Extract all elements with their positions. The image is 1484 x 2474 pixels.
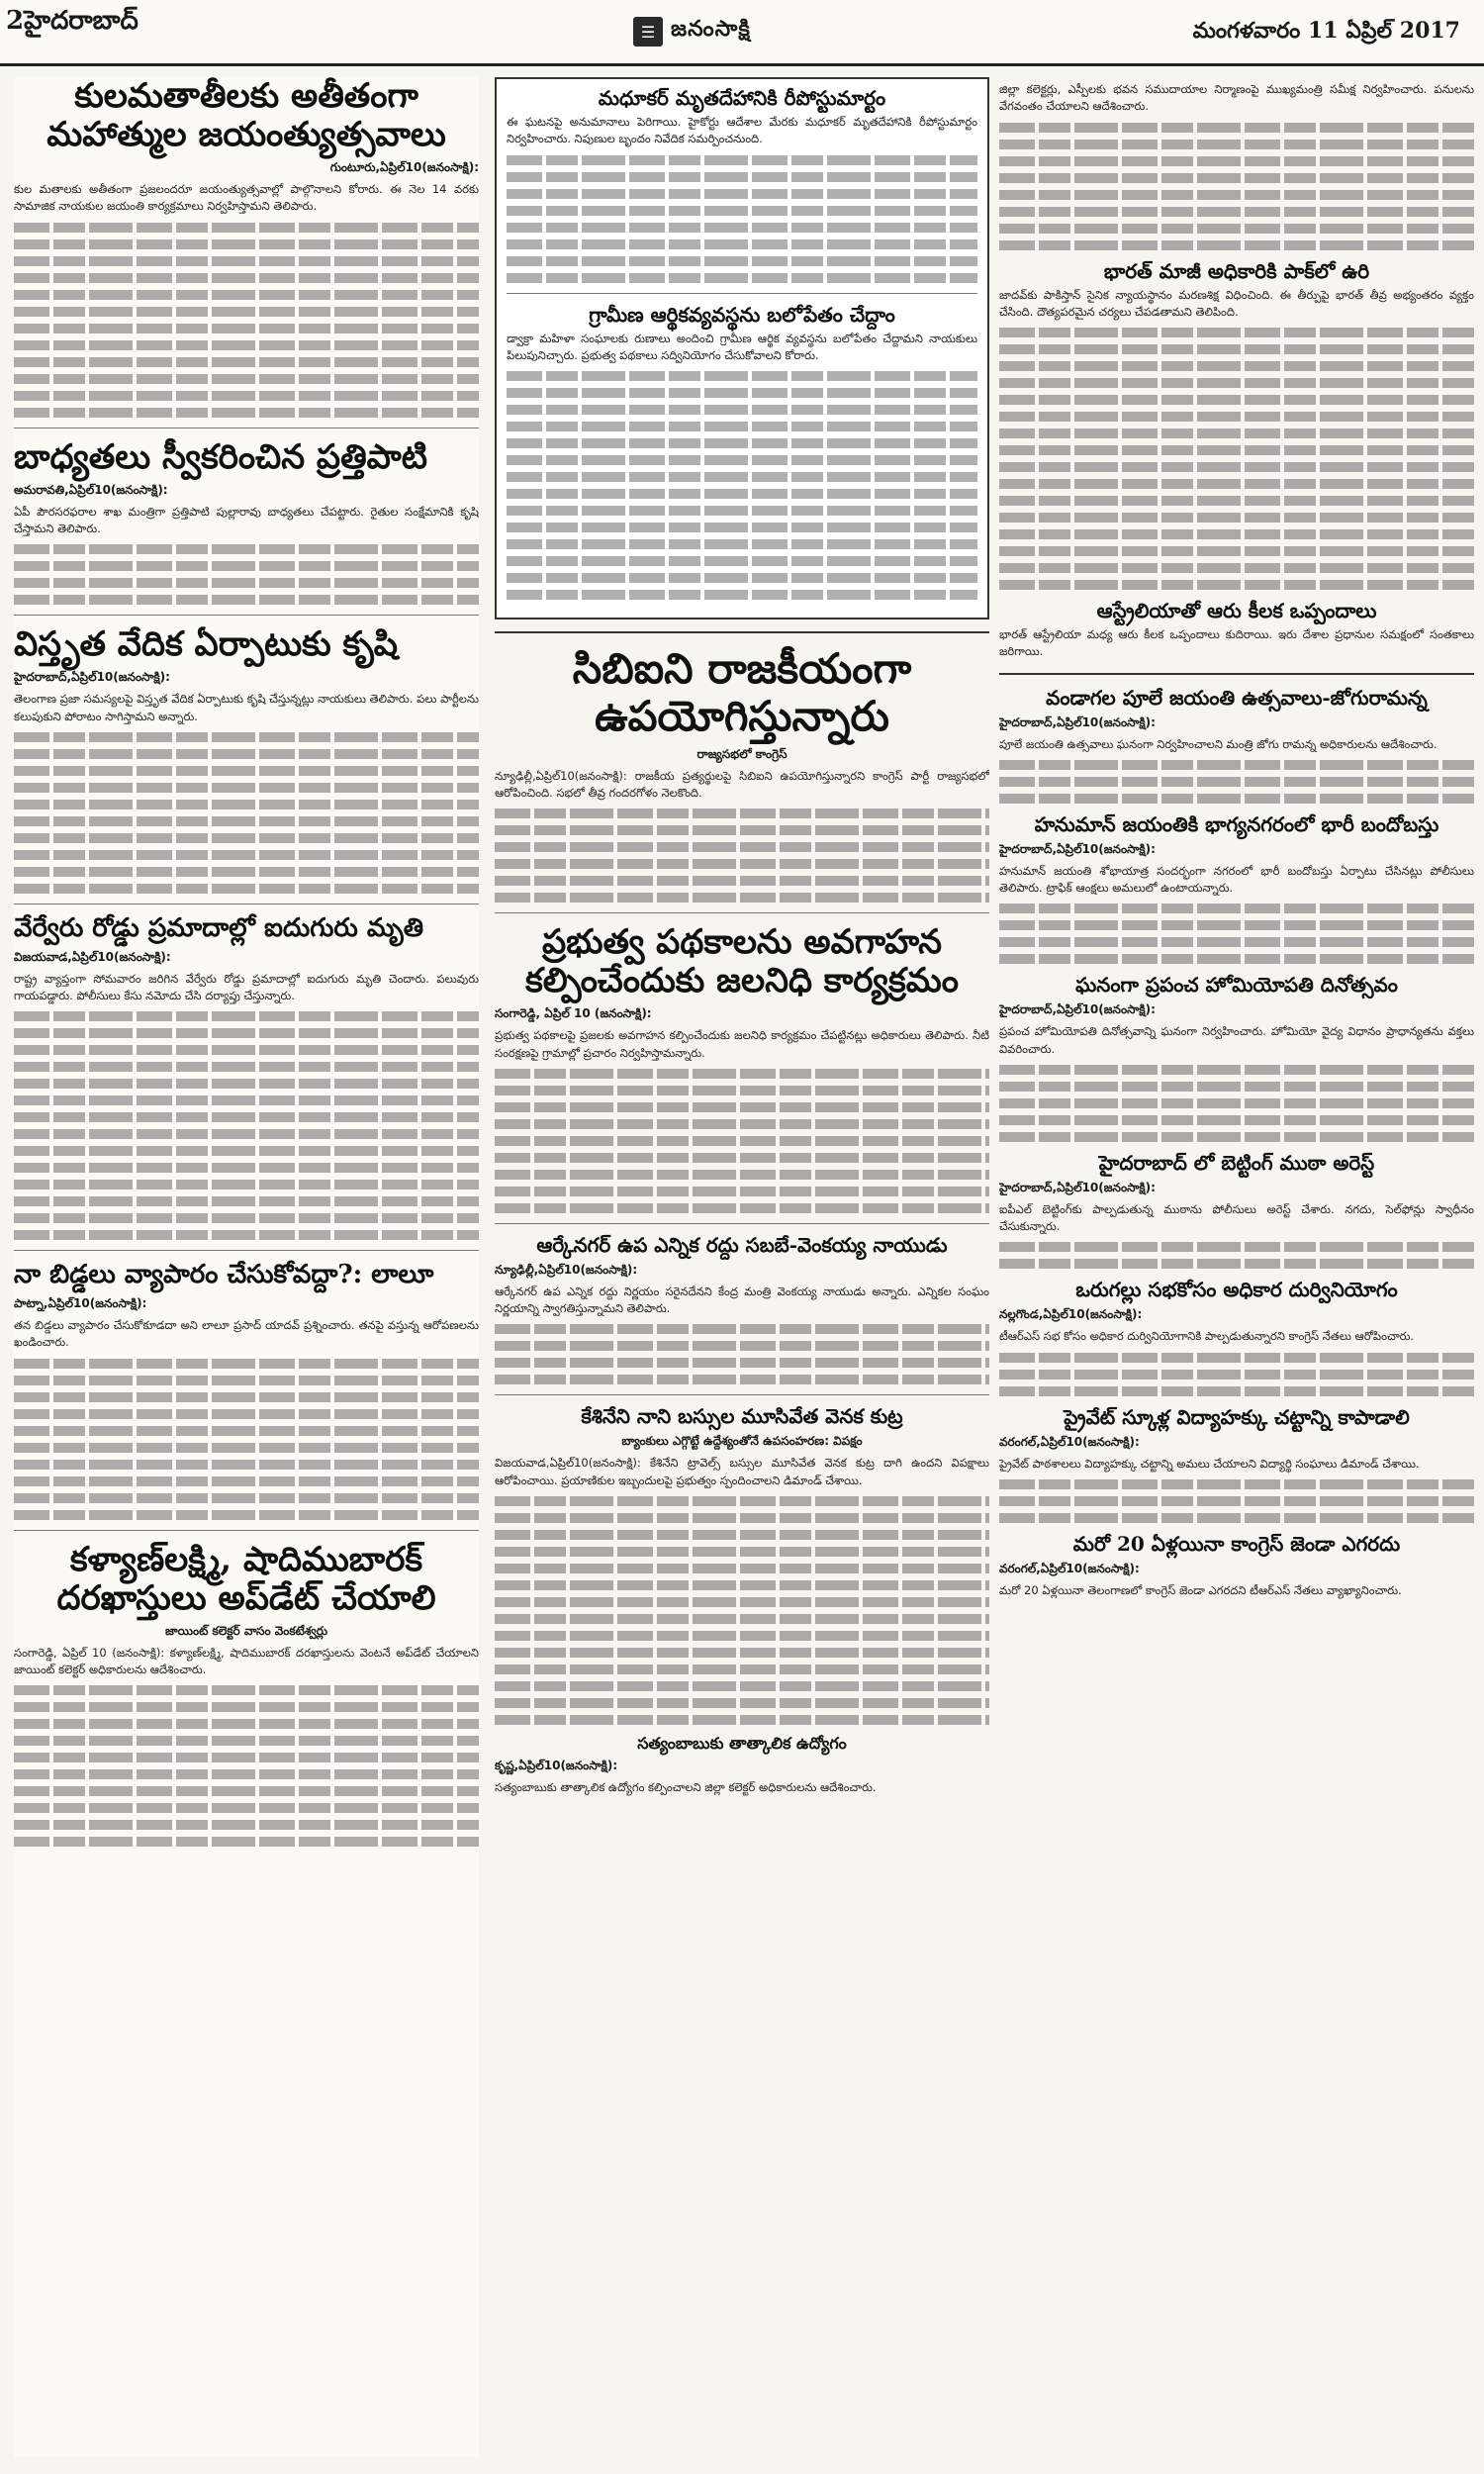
headline: ప్రైవేట్ స్కూళ్ల విద్యాహక్కు చట్టాన్ని కాపాడాలి (1064, 1404, 1410, 1429)
headline: ఆర్కేనగర్ ఉప ఎన్నిక రద్దు సబబే-వెంకయ్య నాయుడు (536, 1232, 948, 1257)
article-body: ప్రైవేట్ పాఠశాలలు విద్యాహక్కు చట్టాన్ని అమలు చేయాలని విద్యార్థి సంఘాలు డిమాండ్ చేశాయి. (999, 1456, 1420, 1471)
masthead (0, 0, 1484, 66)
headline: గ్రామీణ ఆర్థికవ్యవస్థను బలోపేతం చేద్దాం (589, 302, 895, 327)
byline: హైదరాబాద్,ఏప్రిల్10(జనంసాక్షి): (999, 1002, 1156, 1017)
headline: ఘనంగా ప్రపంచ హోమియోపతి దినోత్సవం (1075, 973, 1398, 998)
headline: కళ్యాణ్‌లక్ష్మి, షాదిముబారక్ దరఖాస్తులు అప్‌డేట్ చేయాలి (56, 1539, 436, 1618)
story-rural-economy (507, 304, 977, 601)
story-jalanidhi (495, 923, 989, 1213)
story-rknagar (495, 1234, 989, 1385)
article-body: తెలంగాణ ప్రజా సమస్యలపై విస్తృత వేదిక ఏర్పాటుకు కృషి చేస్తున్నట్లు నాయకులు తెలిపారు. పలు పార్టీలను కలుపుకుని పోరాటం సాగిస్తామని అన్నారు. (14, 692, 479, 723)
article-body: ఈ ఘటనపై అనుమానాలు పెరిగాయి. హైకోర్టు ఆదేశాల మేరకు మధూకర్ మృతదేహానికి రీపోస్టుమార్టం నిర్వహించారు. నిపుణుల బృందం నివేదిక సమర్పించనుంది. (507, 115, 977, 146)
article-body: ఆర్కేనగర్ ఉప ఎన్నిక రద్దు నిర్ణయం సరైనదేనని కేంద్ర మంత్రి వెంకయ్య నాయుడు అన్నారు. ఎన్నికల సంఘం నిర్ణయాన్ని స్వాగతిస్తున్నామని తెలిపారు. (495, 1284, 989, 1316)
byline: హైదరాబాద్,ఏప్రిల్10(జనంసాక్షి): (999, 841, 1156, 856)
section-name: హైదరాబాద్ (24, 6, 139, 36)
headline: వండాగల పూలే జయంతి ఉత్సవాలు-జోగురామన్న (1046, 685, 1428, 710)
story-collectorate (999, 81, 1474, 250)
story-road-accidents (14, 914, 479, 1240)
byline: కృష్ణ,ఏప్రిల్10(జనంసాక్షి): (495, 1759, 618, 1773)
boxed-stories (495, 77, 989, 619)
story-phule (999, 687, 1474, 804)
byline: హైదరాబాద్,ఏప్రిల్10(జనంసాక్షి): (14, 670, 170, 685)
article-body: విజయవాడ,ఏప్రిల్10(జనంసాక్షి): కేశినేని ట్రావెల్స్ బస్సుల మూసివేత వెనక కుట్ర దాగి ఉందని విపక్షాలు ఆరోపించాయి. ప్రయాణికుల ఇబ్బందులపై ప్రభుత్వం స్పందించాలని డిమాండ్ చేశాయి. (495, 1456, 989, 1487)
byline: వరంగల్,ఏప్రిల్10(జనంసాక్షి): (999, 1434, 1140, 1449)
article-body: ఐపీఎల్ బెట్టింగ్‌కు పాల్పడుతున్న ముఠాను పోలీసులు అరెస్ట్ చేశారు. నగదు, సెల్‌ఫోన్లు స్వాధీనం చేసుకున్నారు. (999, 1201, 1474, 1233)
issue-date: మంగళవారం 11 ఏప్రిల్ 2017 (1192, 18, 1460, 44)
story-congress-flag (999, 1533, 1474, 1599)
story-orugallu (999, 1279, 1474, 1395)
story-madhukar (507, 87, 977, 283)
headline: కులమతాతీలకు అతీతంగా మహాత్ముల జయంత్యుత్సవాలు (46, 77, 446, 155)
article-body: ఏపీ పౌరసరఫరాల శాఖ మంత్రిగా ప్రత్తిపాటి పుల్లారావు బాధ్యతలు చేపట్టారు. రైతుల సంక్షేమానికి కృషి చేస్తామని తెలిపారు. (14, 504, 479, 536)
article-body: జాదవ్‌కు పాకిస్తాన్ సైనిక న్యాయస్థానం మరణశిక్ష విధించింది. ఈ తీర్పుపై భారత్ తీవ్ర అభ్యంతరం వ్యక్తం చేసింది. దౌత్యపరమైన చర్యలు చేపడతామని తెలిపింది. (999, 287, 1474, 319)
byline: విజయవాడ,ఏప్రిల్10(జనంసాక్షి): (14, 949, 171, 964)
story-jayanti (14, 77, 479, 418)
byline: హైదరాబాద్,ఏప్రిల్10(జనంసాక్షి): (999, 714, 1156, 729)
lead-headline: సిబిఐని రాజకీయంగా ఉపయోగిస్తున్నారు (572, 644, 912, 741)
paper-logo (633, 14, 851, 49)
left-column (14, 77, 479, 2457)
byline: జాయింట్ కలెక్టర్ వాసం వెంకటేశ్వర్లు (165, 1623, 327, 1638)
headline: హైదరాబాద్ లో బెట్టింగ్ ముఠా అరెస్ట్ (1098, 1150, 1375, 1175)
logo-mark-icon: ☰ (633, 17, 663, 47)
paper-name: జనంసాక్షి (671, 17, 751, 42)
article-body: ప్రభుత్వ పథకాలపై ప్రజలకు అవగాహన కల్పించేందుకు జలనిధి కార్యక్రమం చేపట్టినట్లు అధికారులు తెలిపారు. నీటి సంరక్షణపై గ్రామాల్లో ప్రచారం నిర్వహిస్తామన్నారు. (495, 1028, 989, 1060)
right-column (999, 77, 1474, 1609)
headline: నా బిడ్డలు వ్యాపారం చేసుకోవద్దా?: లాలూ (14, 1260, 434, 1290)
byline: గుంటూరు,ఏప్రిల్10(జనంసాక్షి): (329, 160, 479, 175)
headline: ఒరుగల్లు సభకోసం అధికార దుర్వినియోగం (1075, 1278, 1398, 1302)
byline: పాట్నా,ఏప్రిల్10(జనంసాక్షి): (14, 1296, 147, 1311)
article-body: సత్యంబాబుకు తాత్కాలిక ఉద్యోగం కల్పించాలని జిల్లా కలెక్టర్ అధికారులను ఆదేశించారు. (495, 1780, 877, 1795)
byline: న్యూఢిల్లీ,ఏప్రిల్10(జనంసాక్షి): (495, 1262, 638, 1277)
article-body: ప్రపంచ హోమియోపతి దినోత్సవాన్ని ఘనంగా నిర్వహించారు. హోమియో వైద్య విధానం ప్రాధాన్యతను వక్తలు వివరించారు. (999, 1024, 1474, 1056)
middle-column (495, 77, 989, 1806)
article-body: మరో 20 ఏళ్లయినా తెలంగాణలో కాంగ్రెస్ జెండా ఎగరదని టీఆర్ఎస్ నేతలు వ్యాఖ్యానించారు. (999, 1582, 1402, 1597)
byline: అమరావతి,ఏప్రిల్10(జనంసాక్షి): (14, 482, 168, 497)
headline: హనుమాన్ జయంతికి భాగ్యనగరంలో భారీ బందోబస్తు (1034, 811, 1439, 836)
article-body: కుల మతాలకు అతీతంగా ప్రజలందరూ జయంత్యుత్సవాల్లో పాల్గొనాలని కోరారు. ఈ నెల 14 వరకు సామాజిక నాయకుల జయంతి కార్యక్రమాలు నిర్వహిస్తామని తెలిపారు. (14, 182, 479, 214)
story-homeopathy (999, 974, 1474, 1142)
headline: మధూకర్ మృతదేహానికి రీపోస్టుమార్టం (598, 86, 886, 110)
headline: సత్యంబాబుకు తాత్కాలిక ఉద్యోగం (637, 1733, 847, 1753)
story-jadhav (999, 260, 1474, 591)
headline: కేశినేని నాని బస్సుల మూసివేత వెనక కుట్ర (581, 1404, 903, 1429)
article-body: హనుమాన్ జయంతి శోభాయాత్ర సందర్భంగా నగరంలో భారీ బందోబస్తు ఏర్పాటు చేసినట్లు పోలీసులు తెలిపారు. ట్రాఫిక్ ఆంక్షలు అమలులో ఉంటాయన్నారు. (999, 863, 1474, 895)
article-body: భారత్ ఆస్ట్రేలియా మధ్య ఆరు కీలక ఒప్పందాలు కుదిరాయి. ఇరు దేశాల ప్రధానుల సమక్షంలో సంతకాలు జరిగాయి. (999, 627, 1474, 659)
story-private-schools (999, 1406, 1474, 1523)
article-body: సంగారెడ్డి, ఏప్రిల్ 10 (జనంసాక్షి): కళ్యాణ్‌లక్ష్మి, షాదిముబారక్ దరఖాస్తులను వెంటనే అప్‌డేట్ చేయాలని జాయింట్ కలెక్టర్ అధికారులను ఆదేశించారు. (14, 1645, 479, 1677)
article-body: డ్వాక్రా మహిళా సంఘాలకు రుణాలు అందించి గ్రామీణ ఆర్థిక వ్యవస్థను బలోపేతం చేద్దామని నాయకులు పిలుపునిచ్చారు. ప్రభుత్వ పథకాలు సద్వినియోగం చేసుకోవాలని కోరారు. (507, 331, 977, 362)
story-vedika (14, 625, 479, 894)
story-satyambabu (495, 1735, 989, 1797)
headline: ప్రభుత్వ పథకాలను అవగాహన కల్పించేందుకు జలనిధి కార్యక్రమం (525, 922, 959, 1001)
story-prathipati (14, 438, 479, 606)
article-body: జిల్లా కలెక్టర్లు, ఎస్పీలకు భవన సముదాయాల నిర్మాణంపై ముఖ్యమంత్రి సమీక్ష నిర్వహించారు. పనులను వేగవంతం చేయాలని ఆదేశించారు. (999, 82, 1474, 114)
headline: మరో 20 ఏళ్లయినా కాంగ్రెస్ జెండా ఎగరదు (1072, 1531, 1401, 1556)
headline: ఆస్ట్రేలియాతో ఆరు కీలక ఒప్పందాలు (1096, 599, 1377, 622)
story-kesineni (495, 1405, 989, 1725)
byline: బ్యాంకులు ఎగ్గొట్టే ఉద్దేశ్యంతోనే ఉపసంహరణ: విపక్షం (621, 1434, 863, 1449)
byline: రాజ్యసభలో కాంగ్రెస్ (696, 746, 788, 761)
headline: భారత్ మాజీ అధికారికి పాక్‌లో ఉరి (1103, 258, 1370, 283)
story-hanuman (999, 813, 1474, 965)
page-number (6, 6, 139, 42)
article-body: టీఆర్ఎస్ సభ కోసం అధికార దుర్వినియోగానికి పాల్పడుతున్నారని కాంగ్రెస్ నేతలు ఆరోపించారు. (999, 1329, 1415, 1344)
article-body: రాష్ట్ర వ్యాప్తంగా సోమవారం జరిగిన వేర్వేరు రోడ్డు ప్రమాదాల్లో ఐదుగురు మృతి చెందారు. పలువురు గాయపడ్డారు. పోలీసులు కేసు నమోదు చేసి దర్యాప్తు చేస్తున్నారు. (14, 971, 479, 1003)
byline: హైదరాబాద్,ఏప్రిల్10(జనంసాక్షి): (999, 1180, 1156, 1194)
byline: నల్లగొండ,ఏప్రిల్10(జనంసాక్షి): (999, 1307, 1143, 1322)
headline: బాధ్యతలు స్వీకరించిన ప్రత్తిపాటి (14, 436, 427, 477)
byline: సంగారెడ్డి, ఏప్రిల్ 10 (జనంసాక్షి): (495, 1006, 652, 1021)
story-cbi-lead (495, 645, 989, 903)
story-kalyanalakshmi (14, 1541, 479, 1848)
article-body: తన బిడ్డలు వ్యాపారం చేసుకోకూడదా అని లాలూ ప్రసాద్ యాదవ్ ప్రశ్నించారు. తనపై వస్తున్న ఆరోపణలను ఖండించారు. (14, 1318, 479, 1350)
article-body: న్యూఢిల్లీ,ఏప్రిల్10(జనంసాక్షి): రాజకీయ ప్రత్యర్థులపై సిబిఐని ఉపయోగిస్తున్నారని కాంగ్రెస్ పార్టీ రాజ్యసభలో ఆరోపించింది. సభలో తీవ్ర గందరగోళం నెలకొంది. (495, 768, 989, 800)
article-body: పూలే జయంతి ఉత్సవాలు ఘనంగా నిర్వహించాలని మంత్రి జోగు రామన్న అధికారులను ఆదేశించారు. (999, 736, 1438, 751)
story-betting (999, 1152, 1474, 1270)
story-australia (999, 600, 1474, 661)
headline: విస్తృత వేదిక ఏర్పాటుకు కృషి (14, 624, 399, 665)
story-lalu (14, 1261, 479, 1519)
headline: వేర్వేరు రోడ్డు ప్రమాదాల్లో ఐదుగురు మృతి (14, 912, 424, 943)
page-number-value: 2 (6, 6, 25, 36)
byline: వరంగల్,ఏప్రిల్10(జనంసాక్షి): (999, 1561, 1140, 1575)
